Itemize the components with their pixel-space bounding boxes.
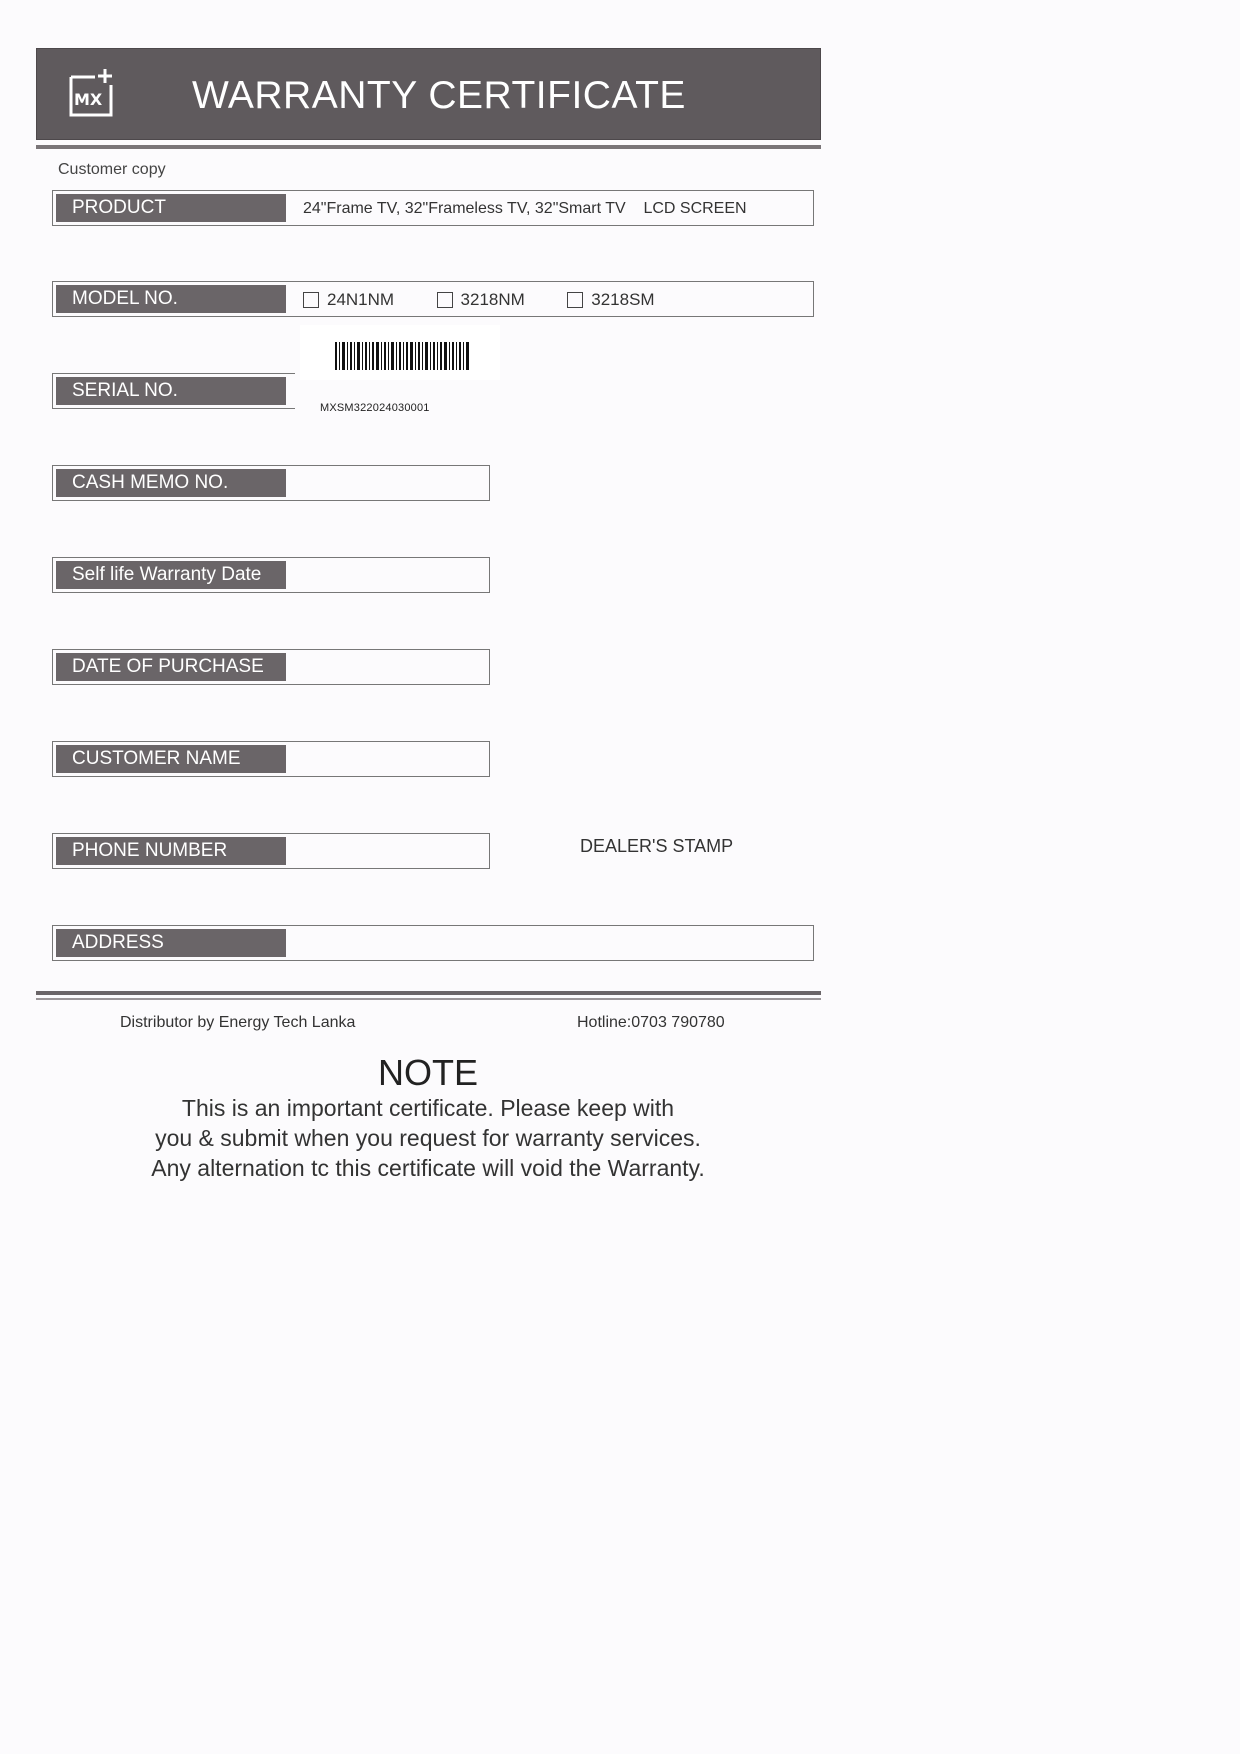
checkbox[interactable] (303, 292, 319, 308)
note-body (0, 1093, 856, 1183)
product-value: 24"Frame TV, 32"Frameless TV, 32"Smart TV LCD SCREEN (303, 200, 747, 217)
model-option-24n1nm[interactable]: 24N1NM (303, 282, 394, 318)
dealer-stamp-label: DEALER'S STAMP (580, 836, 734, 856)
barcode-icon (300, 325, 500, 380)
checkbox[interactable] (567, 292, 583, 308)
cash-memo-label: CASH MEMO NO. (56, 469, 286, 497)
self-life-warranty-field (52, 557, 490, 593)
serial-label: SERIAL NO. (56, 377, 286, 405)
footer-divider-thin (36, 998, 821, 1000)
serial-field (52, 373, 295, 409)
hotline-text: Hotline:0703 790780 (577, 1014, 725, 1031)
note-line: This is an important certificate. Please keep with (181, 1095, 675, 1121)
phone-number-field (52, 833, 490, 869)
customer-name-field (52, 741, 490, 777)
model-option-3218sm[interactable]: 3218SM (567, 282, 654, 318)
product-label: PRODUCT (56, 194, 286, 222)
distributor-text: Distributor by Energy Tech Lanka (120, 1014, 356, 1031)
model-label: MODEL NO. (56, 285, 286, 313)
date-of-purchase-field (52, 649, 490, 685)
certificate-header (36, 48, 821, 140)
customer-name-label: CUSTOMER NAME (56, 745, 286, 773)
mx-logo-icon (65, 65, 121, 121)
model-field (52, 281, 814, 317)
page-title: WARRANTY CERTIFICATE (192, 74, 686, 117)
serial-number: MXSM322024030001 (320, 402, 430, 414)
copy-label: Customer copy (58, 161, 166, 178)
checkbox[interactable] (437, 292, 453, 308)
warranty-certificate (36, 48, 821, 179)
product-field (52, 190, 814, 226)
model-options (303, 282, 693, 316)
address-field (52, 925, 814, 961)
model-option-3218nm[interactable]: 3218NM (437, 282, 525, 318)
header-divider (36, 145, 821, 149)
note-line: Any alternation tc this certificate will void the Warranty. (151, 1155, 705, 1181)
note-line: you & submit when you request for warranty services. (155, 1125, 701, 1151)
date-of-purchase-label: DATE OF PURCHASE (56, 653, 286, 681)
logo-text: MX (74, 90, 103, 109)
address-label: ADDRESS (56, 929, 286, 957)
cash-memo-field (52, 465, 490, 501)
footer-divider (36, 991, 821, 995)
note-title: NOTE (377, 1052, 478, 1093)
self-life-warranty-label: Self life Warranty Date (56, 561, 286, 589)
phone-number-label: PHONE NUMBER (56, 837, 286, 865)
